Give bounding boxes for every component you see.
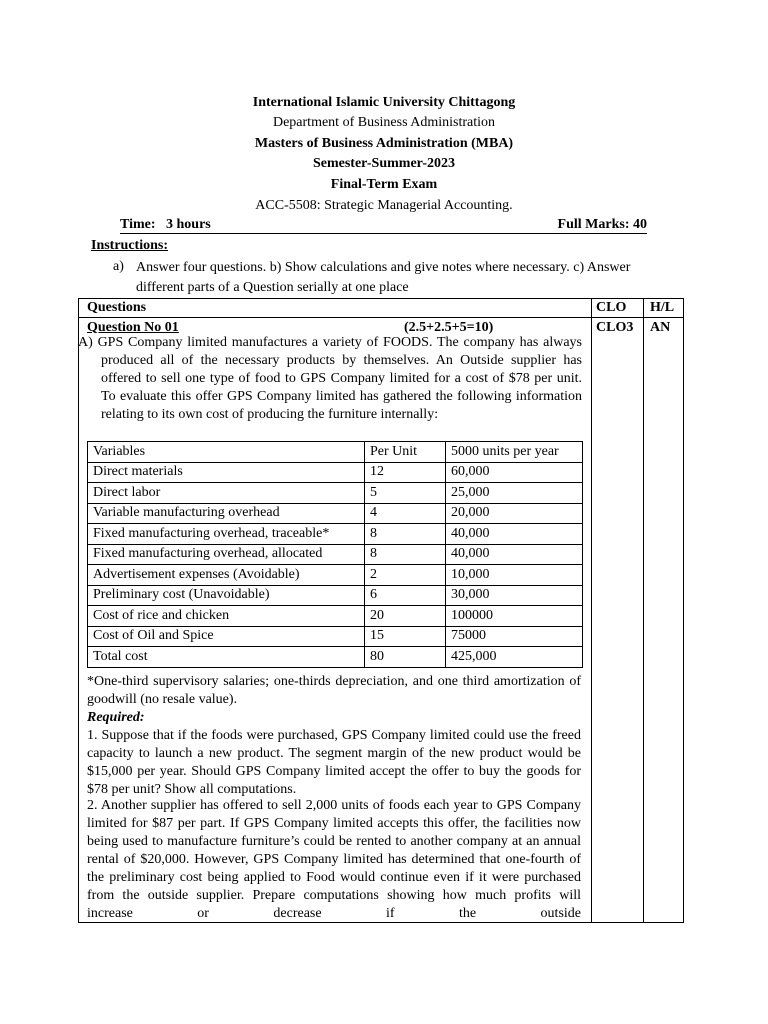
table-cell: 2	[365, 565, 446, 586]
required-label: Required:	[87, 710, 145, 725]
table-cell: 425,000	[446, 647, 583, 668]
cost-table	[87, 441, 583, 668]
table-cell: Direct labor	[88, 483, 365, 504]
table-cell: 25,000	[446, 483, 583, 504]
full-marks: Full Marks: 40	[557, 217, 647, 232]
table-cell: Advertisement expenses (Avoidable)	[88, 565, 365, 586]
requirement-1: 1. Suppose that if the foods were purchased, GPS Company limited could use the freed capacity to launch a new product. The segment margin of the new product would be $15,000 per year. Should GPS Company limited accept the offer to buy the goods for $78 per unit? Show all computations.	[87, 728, 581, 797]
table-cell: Per Unit	[365, 442, 446, 463]
table-cell: 6	[365, 585, 446, 606]
instruction-text: Answer four questions. b) Show calculations and give notes where necessary. c) Answer different parts of a Question serially at one place	[136, 260, 631, 295]
table-cell: Cost of Oil and Spice	[88, 626, 365, 647]
exam-time: Time: 3 hours	[120, 217, 211, 232]
question-intro: A) GPS Company limited manufactures a variety of FOODS. The company has always produced all of the necessary products by themselves. An Outside supplier has offered to sell one type of food to GPS Company limited for a cost of $78 per unit. To evaluate this offer GPS Company limited has gathered the following information relating to its own cost of producing the furniture internally:	[78, 335, 582, 422]
table-cell: 12	[365, 462, 446, 483]
table-row	[88, 442, 583, 463]
university-name: International Islamic University Chittagong	[252, 95, 516, 110]
instructions-title: Instructions:	[91, 238, 169, 253]
table-cell: Fixed manufacturing overhead, traceable*	[88, 524, 365, 545]
table-cell: 8	[365, 524, 446, 545]
table-cell: 10,000	[446, 565, 583, 586]
table-cell: Total cost	[88, 647, 365, 668]
program-name: Masters of Business Administration (MBA)	[254, 136, 514, 151]
clo-header: CLO	[596, 300, 627, 315]
table-cell: 40,000	[446, 524, 583, 545]
table-cell: 20	[365, 606, 446, 627]
instruction-label: a)	[113, 259, 124, 274]
table-row	[88, 544, 583, 565]
table-cell: Direct materials	[88, 462, 365, 483]
table-row	[88, 483, 583, 504]
questions-header: Questions	[87, 300, 147, 315]
requirement-2: 2. Another supplier has offered to sell 2,000 units of foods each year to GPS Company limited for $87 per part. If GPS Company limited accepts this offer, the facilities now being used to manufacture furniture’s could be rented to another company at an annual rental of $20,000. However, GPS Company limited has determined that one-fourth of the preliminary cost being applied to Food would continue even if it were purchased from the outside supplier. Prepare computations showing how much profits will increase or decrease if the outside	[87, 798, 581, 921]
course-title: ACC-5508: Strategic Managerial Accounting.	[255, 198, 513, 213]
table-cell: 60,000	[446, 462, 583, 483]
table-row	[88, 524, 583, 545]
table-cell: Cost of rice and chicken	[88, 606, 365, 627]
table-cell: 100000	[446, 606, 583, 627]
table-row	[88, 462, 583, 483]
header-divider	[79, 317, 683, 318]
table-row	[88, 626, 583, 647]
table-cell: Variables	[88, 442, 365, 463]
semester: Semester-Summer-2023	[312, 156, 456, 171]
table-cell: 8	[365, 544, 446, 565]
table-row	[88, 585, 583, 606]
question-clo: CLO3	[596, 320, 634, 335]
table-cell: 20,000	[446, 503, 583, 524]
question-hl: AN	[650, 320, 671, 335]
table-cell: Variable manufacturing overhead	[88, 503, 365, 524]
table-cell: 4	[365, 503, 446, 524]
table-row	[88, 647, 583, 668]
table-cell: 75000	[446, 626, 583, 647]
time-marks-row	[120, 216, 647, 234]
exam-title: Final-Term Exam	[330, 177, 438, 192]
table-cell: 80	[365, 647, 446, 668]
table-cell: 15	[365, 626, 446, 647]
table-row	[88, 503, 583, 524]
table-row	[88, 606, 583, 627]
table-cell: 5	[365, 483, 446, 504]
table-cell: Preliminary cost (Unavoidable)	[88, 585, 365, 606]
table-cell: 40,000	[446, 544, 583, 565]
department-name: Department of Business Administration	[272, 115, 496, 130]
table-cell: 5000 units per year	[446, 442, 583, 463]
question-marks: (2.5+2.5+5=10)	[404, 320, 494, 335]
hl-header: H/L	[650, 300, 675, 315]
column-divider	[643, 299, 644, 922]
table-cell: 30,000	[446, 585, 583, 606]
table-cell: Fixed manufacturing overhead, allocated	[88, 544, 365, 565]
question-title: Question No 01	[87, 320, 179, 335]
column-divider	[591, 299, 592, 922]
cost-footnote: *One-third supervisory salaries; one-thirds depreciation, and one third amortization of goodwill (no resale value).	[87, 674, 581, 707]
table-row	[88, 565, 583, 586]
